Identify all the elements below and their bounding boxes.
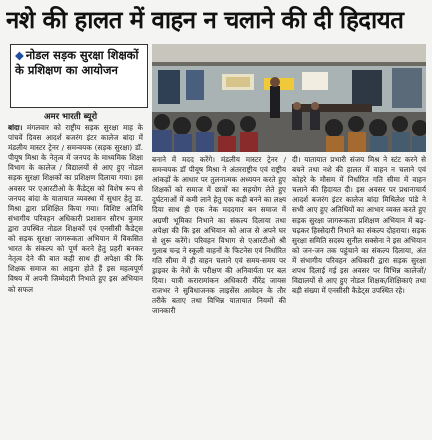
column-2-text: बनाने में मदद करेंगे। मंडलीय मास्टर ट्रेनर / समन्वयक डॉ पीयूष मिश्रा ने अंतरराष्ट्रीय एवं राष्ट्रीय आंकड़ों के आधार पर तुलनात्मक अध्ययन करते हुए शिक्षकों को समाज में छात्रों का सहयोग लेते हुए दुर्घटनाओं में कमी लाने हेतु एक कड़ी बनने का लक्ष्य दिया साथ ही एक नेक मददगार बन समाज में अग्रणी भूमिका निभाने का संकल्प दिलाया तथा अपेक्षा की कि इस अभियान को आज से अपने घर से शुरू करेंगे। परिवहन विभाग से एआरटीओ श्री गुलाब चन्द्र ने स्कूली वाहनों के फिटनेस एवं निर्धारित गति सीमा में ही वाहन चलाने एवं समय-समय पर ड्राइवर के नेत्रों के परीक्षण की अनिवार्यता पर बल दिया। यात्री करारामांकन अधिकारी वीरेंद्र जायस राजभर ने सुविधाजनक लाइसेंस आवेदन के तौर तरीके बताए तथा विभिन्न यातायात नियमों की जानकारी bbox=[152, 155, 286, 316]
column-3-text: दी। यातायात प्रभारी संजय मिश्र ने स्टंट करने से बचने तथा नशे की हालत में वाहन न चलाने एवं कोहरे के मौसम में निर्धारित गति सीमा में वाहन चलाने की हिदायत दी। इस अवसर पर प्रधानाचार्य आदर्श बजरंग इंटर कालेज बांदा मिथिलेश पांडे ने सभी आए हुए अतिथियों का आभार व्यक्त करते हुए सड़क सुरक्षा जागरूकता प्रशिक्षण अभियान में बढ़-चढ़कर हिस्सेदारी निभाने का संकल्प दोहराया। सड़क सुरक्षा समिति सदस्य सुनील सक्सेना ने इस अभियान को जन-जन तक पहुंचाने का संकल्प दिलाया, अंत में संभागीय परिवहन अधिकारी द्वारा सड़क सुरक्षा शपथ दिलाई गई इस अवसर पर विभिन्न कालेजों/विद्यालयों से आए हुए नोडल शिक्षक/शिक्षिकाएं तथा बड़ी संख्या में एनसीसी कैडेट्स उपस्थित रहे। bbox=[292, 155, 426, 296]
diamond-bullet-icon: ◆ bbox=[15, 48, 24, 62]
article-column-3 bbox=[292, 155, 426, 435]
article-column-2 bbox=[152, 155, 286, 435]
column-1-text: मंगलवार को राष्ट्रीय सड़क सुरक्षा माह के पांचवें दिवस आदर्श बजरंग इंटर कालेज बांदा में मंडलीय मास्टर ट्रेनर / समन्वयक (सड़क सुरक्षा) डॉ. पीयूष मिश्रा के नेतृत्व में जनपद के माध्यमिक शिक्षा विभाग के कालेज / विद्यालयों से आए हुए नोडल सड़क सुरक्षा शिक्षकों का प्रशिक्षण दिलाया गया। इस अवसर पर एआरटीओ के कैंडेट्स को विशेष रूप से जनपद बांदा के यातायात व्यवस्था में सुधार हेतु डा. मिश्रा द्वारा प्रशिक्षित किया गया। विशिष्ट अतिथि संभागीय परिवहन अधिकारी प्रशासन सौरभ कुमार द्वारा उपस्थित नोडल शिक्षकों एवं एनसीसी कैडेट्स को सड़क सुरक्षा जागरूकता अभियान में विकसित भारत के संकल्प को पूर्ण करने हेतु प्रहरी बनकर नेतृत्व देने की बात कही साथ ही अपेक्षा की कि शिक्षक समाज का आइना होते हैं इस महत्वपूर्ण विषय में अपनी जिम्मेदारी निभाते हुए इस अभियान को सफल bbox=[8, 123, 143, 294]
byline: अमर भारती ब्यूरो bbox=[44, 112, 98, 122]
headline: नशे की हालत में वाहन न चलाने की दी हिदायत bbox=[6, 6, 404, 34]
article-column-1 bbox=[8, 123, 143, 435]
kicker bbox=[15, 48, 143, 78]
kicker-box bbox=[10, 44, 148, 108]
news-photo bbox=[152, 44, 426, 152]
training-session-photo bbox=[152, 44, 426, 152]
kicker-text: नोडल सड़क सुरक्षा शिक्षकों के प्रशिक्षण का आयोजन bbox=[15, 48, 139, 77]
dateline: बांदा। bbox=[8, 123, 23, 132]
